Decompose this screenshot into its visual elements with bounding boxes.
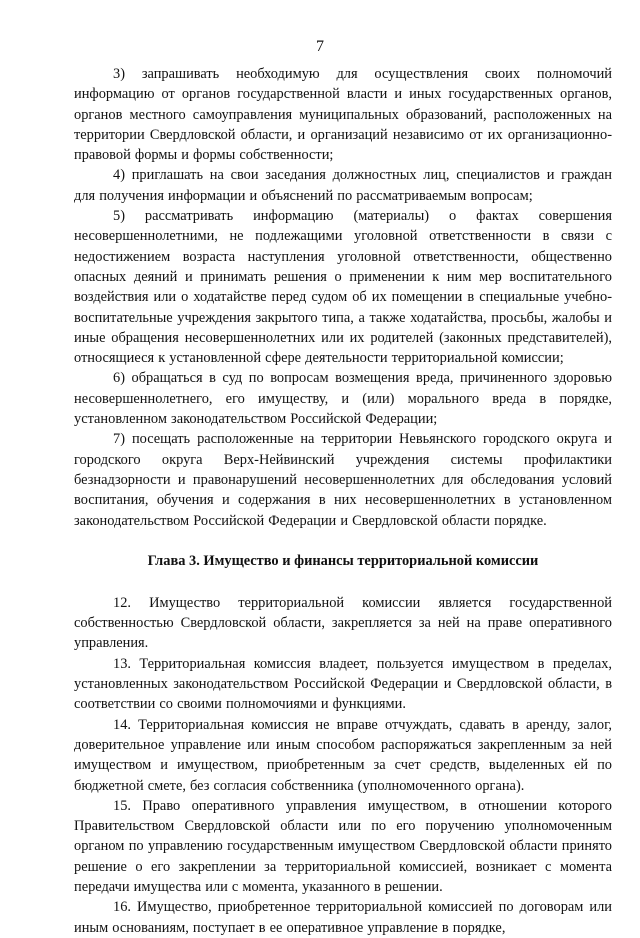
document-body [74,64,612,938]
clause-15: 15. Право оперативного управления имуществом, в отношении которого Правительством Свердловской области или по его поручению уполномоченным органом по управлению государственным имуществом Свердловской области принято решение о его закреплении за территориальной комиссией, возникает с момента передачи имущества или с момента, указанного в решении. [74,797,612,895]
clause-13: 13. Территориальная комиссия владеет, пользуется имуществом в пределах, установленных законодательством Российской Федерации и Свердловской области, в соответствии со своими полномочиями и функциями. [74,655,612,713]
clause-14: 14. Территориальная комиссия не вправе отчуждать, сдавать в аренду, залог, доверительное управление или иным способом распоряжаться закрепленным за ней имуществом и имуществом, приобретенным за счет средств, выделенных ей по бюджетной смете, без согласия собственника (уполномоченного органа). [74,716,612,794]
chapter-heading: Глава 3. Имущество и финансы территориальной комиссии [147,552,539,569]
list-item-7: 7) посещать расположенные на территории Невьянского городского округа и городского округа Верх-Нейвинский учреждения системы профилактики безнадзорности и правонарушений несовершеннолетних для обследования условий воспитания, обучения и содержания в них несовершеннолетних в установленном законодательством Российской Федерации и Свердловской области порядке. [74,431,612,529]
list-item-4: 4) приглашать на свои заседания должностных лиц, специалистов и граждан для получения информации и объяснений по рассматриваемым вопросам; [74,167,612,204]
list-item-3: 3) запрашивать необходимую для осуществления своих полномочий информацию от органов государственной власти и иных государственных органов, органов местного самоуправления муниципальных образований, расположенных на территории Свердловской области, и организаций независимо от их организационно-правовой формы и формы собственности; [74,66,612,164]
list-item-5: 5) рассматривать информацию (материалы) о фактах совершения несовершеннолетними, не подлежащими уголовной ответственности в связи с недостижением возраста наступления уголовной ответственности, общественно опасных деяний и принимать решения о применении к ним мер воспитательного воздействия или о ходатайстве перед судом об их помещении в специальные учебно-воспитательные учреждения закрытого типа, а также ходатайства, просьбы, жалобы и иные обращения несовершеннолетних или их родителей (законных представителей), относящиеся к установленной сфере деятельности территориальной комиссии; [74,208,612,367]
clause-12: 12. Имущество территориальной комиссии является государственной собственностью Свердловской области, закрепляется за ней на праве оперативного управления. [74,594,612,652]
clause-16: 16. Имущество, приобретенное территориальной комиссией по договорам или иным основаниям, поступает в ее оперативное управление в порядке, [74,899,612,936]
page-number: 7 [316,38,324,55]
list-item-6: 6) обращаться в суд по вопросам возмещения вреда, причиненного здоровью несовершеннолетнего, его имуществу, и (или) морального вреда в порядке, установленном законодательством Российской Федерации; [74,370,612,428]
